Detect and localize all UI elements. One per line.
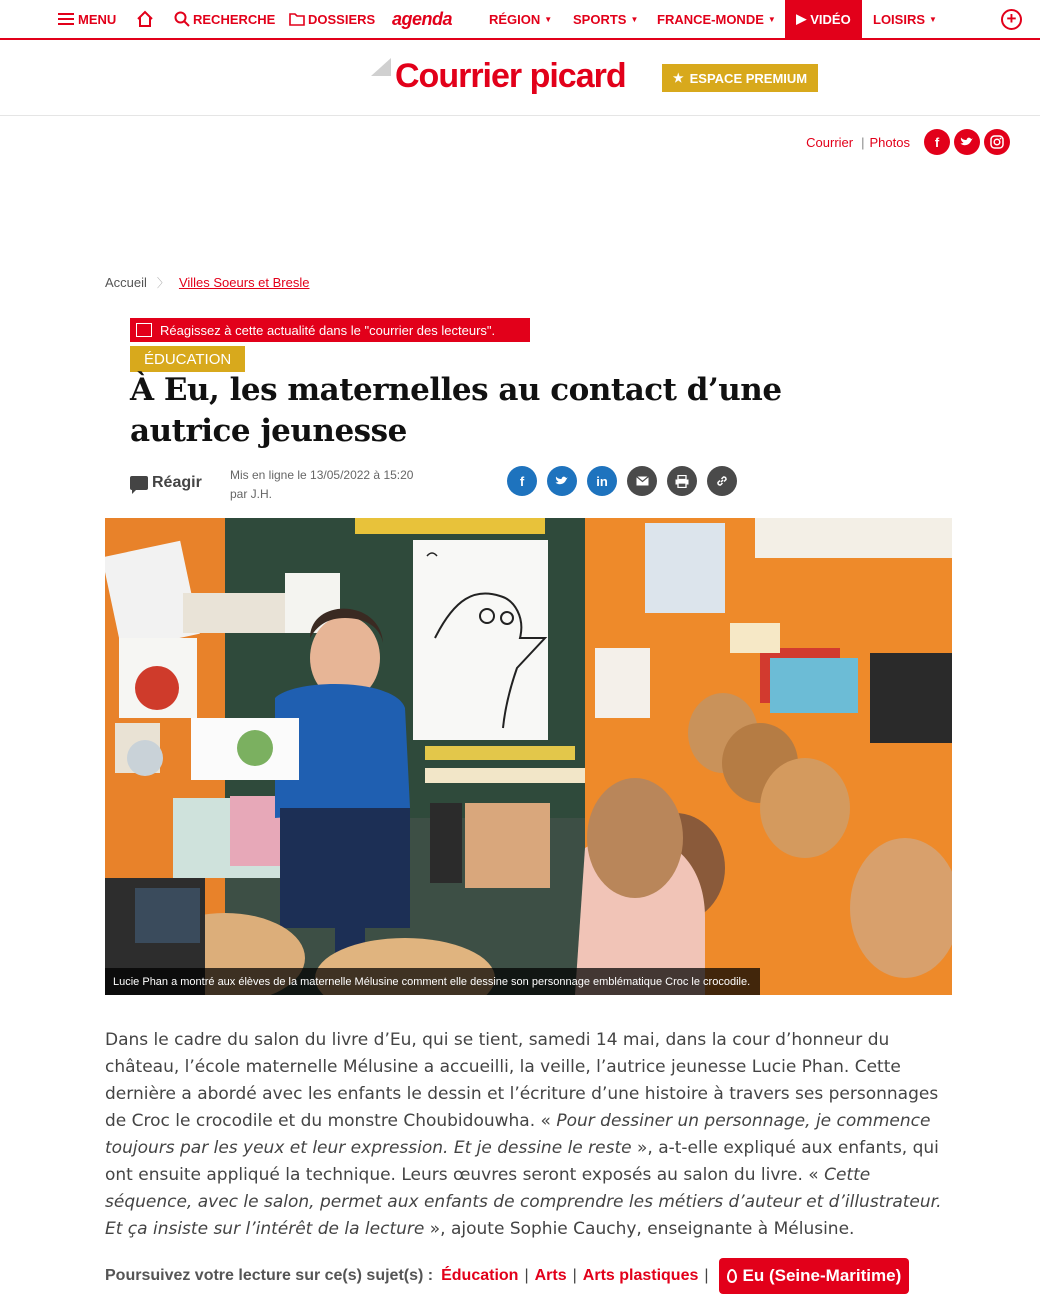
- hamburger-icon: [58, 13, 74, 25]
- agenda-logo: agenda: [392, 8, 453, 29]
- site-logo[interactable]: Courrier picard: [395, 57, 626, 95]
- search-label: RECHERCHE: [193, 11, 276, 27]
- quote-2: Cette séquence, avec le salon, permet aux enfants de comprendre les métiers d’auteur et d’illustrateur. Et ça insiste sur l’intérêt de la lecture: [105, 1165, 942, 1239]
- courrier-banner-text: Réagissez à cette actualité dans le "courrier des lecteurs".: [160, 322, 496, 338]
- social-bar: [806, 129, 1010, 155]
- menu-label: MENU: [78, 11, 117, 27]
- breadcrumb-home[interactable]: Accueil: [105, 275, 147, 290]
- published-date: Mis en ligne le 13/05/2022 à 15:20: [230, 468, 414, 482]
- share-email-icon[interactable]: [627, 466, 657, 496]
- share-twitter-icon[interactable]: [547, 466, 577, 496]
- dossiers-button[interactable]: [289, 0, 375, 38]
- divider: |: [861, 134, 865, 150]
- share-facebook-icon[interactable]: f: [507, 466, 537, 496]
- reagir-label: Réagir: [152, 474, 202, 491]
- dossiers-label: DOSSIERS: [308, 11, 376, 27]
- article-body: [105, 1027, 955, 1243]
- tag-arts[interactable]: Arts: [534, 1267, 567, 1284]
- print-icon[interactable]: [667, 466, 697, 496]
- loisirs-label: LOISIRS: [873, 11, 926, 27]
- region-menu[interactable]: [489, 0, 552, 38]
- search-button[interactable]: [174, 0, 275, 38]
- video-button[interactable]: [785, 0, 862, 38]
- courrier-des-lecteurs-banner[interactable]: [130, 318, 530, 342]
- body-text-3: », ajoute Sophie Cauchy, enseignante à Mélusine.: [429, 1219, 855, 1239]
- breadcrumb-section[interactable]: Villes Soeurs et Bresle: [178, 275, 310, 290]
- photos-link[interactable]: Photos: [869, 134, 910, 150]
- search-icon: [174, 11, 190, 27]
- tag-education[interactable]: Éducation: [441, 1267, 519, 1284]
- publication-info: [230, 466, 413, 504]
- france-monde-label: FRANCE-MONDE: [657, 11, 764, 27]
- location-tag[interactable]: [719, 1258, 910, 1294]
- article-photo[interactable]: [105, 518, 952, 995]
- body-text-2: », a-t-elle expliqué aux enfants, qui ont ensuite appliqué la technique. Leurs œuvres seront exposés au salon du livre. «: [105, 1138, 939, 1185]
- caret-down-icon: ▼: [929, 14, 937, 24]
- menu-button[interactable]: [58, 0, 116, 38]
- copy-link-icon[interactable]: [707, 466, 737, 496]
- classroom-illustration: [105, 518, 952, 995]
- newspaper-icon: [136, 323, 152, 337]
- region-label: RÉGION: [489, 11, 541, 27]
- masthead: [0, 40, 1040, 116]
- loisirs-menu[interactable]: [873, 0, 937, 38]
- share-bar: [507, 466, 747, 496]
- logo-mark-icon: [371, 58, 391, 76]
- location-label: Eu (Seine-Maritime): [742, 1266, 902, 1285]
- folder-icon: [289, 12, 305, 26]
- divider: |: [704, 1267, 709, 1284]
- star-icon: ★: [672, 71, 684, 85]
- reagir-button[interactable]: [130, 474, 202, 492]
- courrier-link[interactable]: Courrier: [806, 134, 854, 150]
- home-button[interactable]: [136, 0, 154, 38]
- home-icon: [136, 10, 154, 28]
- twitter-icon[interactable]: [954, 129, 980, 155]
- article-title: À Eu, les maternelles au contact d’une autrice jeunesse: [130, 372, 782, 449]
- quote-1: Pour dessiner un personnage, je commence toujours par les yeux et leur expression. Et je dessine le reste: [105, 1111, 931, 1158]
- divider: |: [572, 1267, 577, 1284]
- divider: |: [524, 1267, 529, 1284]
- chevron-right-icon: 〉: [156, 276, 169, 290]
- caret-down-icon: ▼: [630, 14, 639, 24]
- france-monde-menu[interactable]: [657, 0, 776, 38]
- agenda-link[interactable]: [392, 0, 452, 38]
- play-icon: ▶: [796, 11, 807, 26]
- facebook-icon[interactable]: f: [924, 129, 950, 155]
- comment-icon: [130, 476, 148, 490]
- premium-button[interactable]: [662, 64, 818, 92]
- caret-down-icon: ▼: [767, 14, 776, 24]
- tag-arts-plastiques[interactable]: Arts plastiques: [582, 1267, 699, 1284]
- author: par J.H.: [230, 487, 273, 501]
- body-text-1: Dans le cadre du salon du livre d’Eu, qui se tient, samedi 14 mai, dans la cour d’honneur du château, l’école maternelle Mélusine a accueilli, la veille, l’autrice jeunesse Lucie Phan. Cette dernière a abordé avec les enfants le dessin et l’écriture d’une histoire à travers ses personnages de Croc le crocodile et du monstre Choubidouwha. «: [105, 1030, 939, 1131]
- sports-label: SPORTS: [573, 11, 627, 27]
- map-pin-icon: [727, 1269, 737, 1283]
- related-topics: [105, 1258, 909, 1294]
- caret-down-icon: ▼: [544, 14, 553, 24]
- category-badge[interactable]: ÉDUCATION: [130, 346, 245, 372]
- video-label: VIDÉO: [810, 11, 851, 27]
- premium-label: ESPACE PREMIUM: [689, 70, 808, 86]
- top-navigation: [0, 0, 1040, 40]
- plus-icon[interactable]: +: [1001, 9, 1022, 30]
- instagram-icon[interactable]: [984, 129, 1010, 155]
- photo-caption: Lucie Phan a montré aux élèves de la maternelle Mélusine comment elle dessine son personnage emblématique Croc le crocodile.: [105, 968, 760, 995]
- sports-menu[interactable]: [573, 0, 638, 38]
- article-meta: [130, 466, 950, 502]
- share-linkedin-icon[interactable]: in: [587, 466, 617, 496]
- related-topics-label: Poursuivez votre lecture sur ce(s) sujet(s) :: [105, 1267, 434, 1284]
- breadcrumb: [105, 274, 309, 291]
